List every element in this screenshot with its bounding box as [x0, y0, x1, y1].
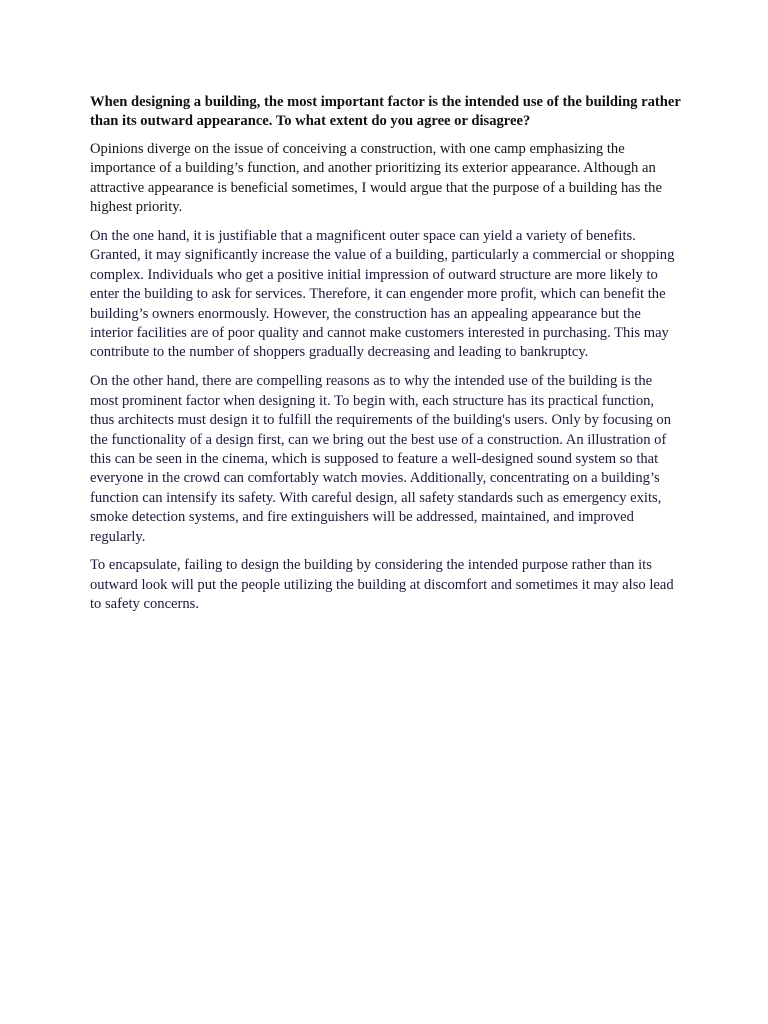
document-page [90, 93, 682, 624]
paragraph-body-one: On the one hand, it is justifiable that a magnificent outer space can yield a variety of benefits. Granted, it may significantly increase the value of a building, particularly a commercial or shopping complex. Individuals who get a positive initial impression of outward structure are more likely to enter the building to ask for services. Therefore, it can engender more profit, which can benefit the building’s owners enormously. However, the construction has an appealing appearance but the interior facilities are of poor quality and cannot make customers interested in purchasing. This may contribute to the number of shoppers gradually decreasing and leading to bankruptcy. [90, 227, 675, 361]
paragraph-body-two: On the other hand, there are compelling reasons as to why the intended use of the building is the most prominent factor when designing it. To begin with, each structure has its practical function, thus architects must design it to fulfill the requirements of the building's users. Only by focusing on the functionality of a design first, can we bring out the best use of a construction. An illustration of this can be seen in the cinema, which is supposed to feature a well-designed sound system so that everyone in the crowd can comfortably watch movies. Additionally, concentrating on a building’s function can intensify its safety. With careful design, all safety standards such as emergency exits, smoke detection systems, and fire extinguishers will be addressed, maintained, and improved regularly. [90, 373, 672, 545]
paragraph-introduction: Opinions diverge on the issue of conceiving a construction, with one camp emphasizing the importance of a building’s function, and another prioritizing its exterior appearance. Although an attractive appearance is beneficial sometimes, I would argue that the purpose of a building has the highest priority. [90, 140, 662, 216]
paragraph-conclusion: To encapsulate, failing to design the building by considering the intended purpose rather than its outward look will put the people utilizing the building at discomfort and sometimes it may also lead to safety concerns. [90, 557, 674, 613]
essay-question-title: When designing a building, the most important factor is the intended use of the building rather than its outward appearance. To what extent do you agree or disagree? [90, 94, 681, 130]
